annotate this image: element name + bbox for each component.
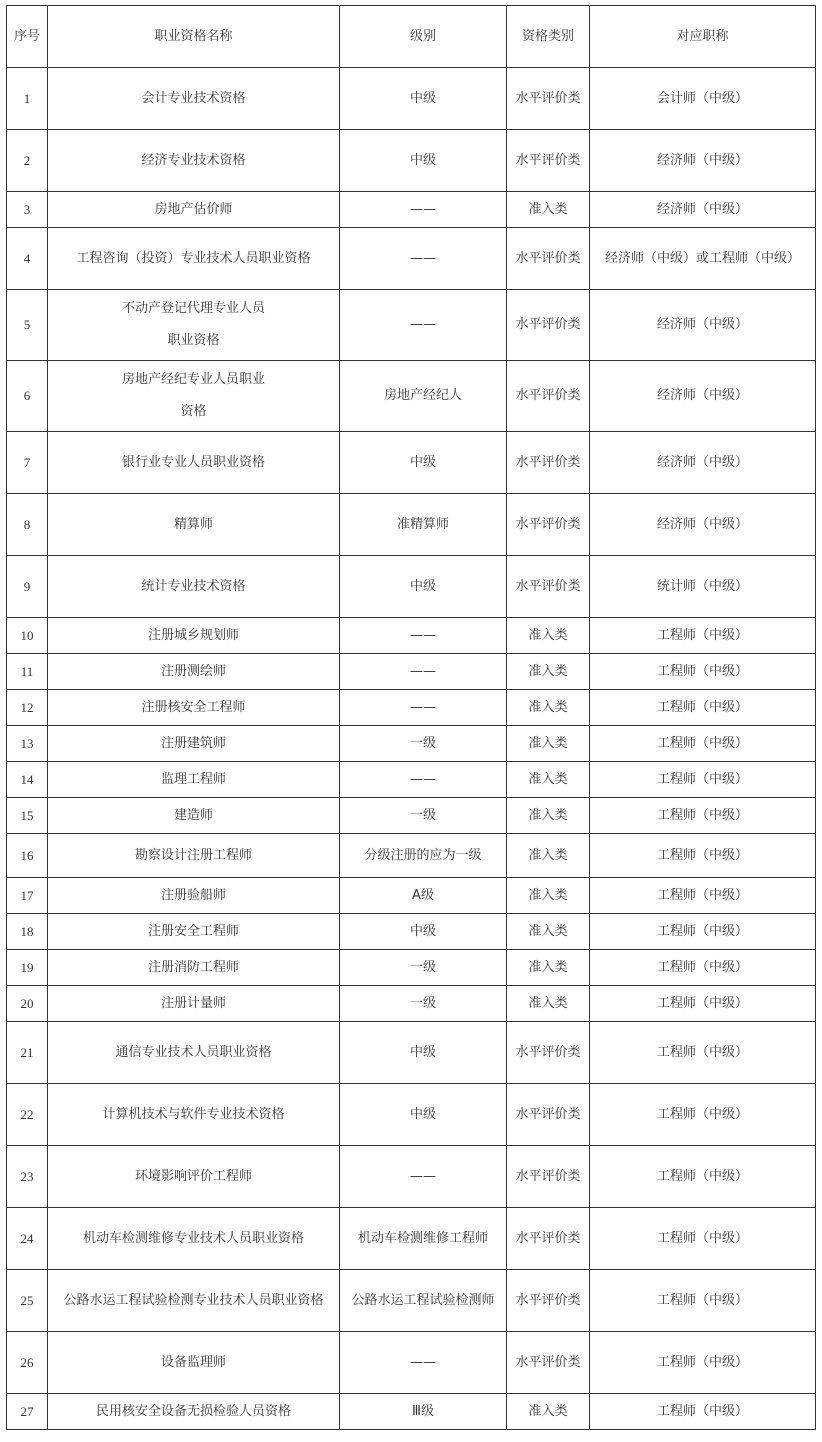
table-row (7, 798, 816, 834)
cell-index: 6 (7, 361, 48, 432)
cell-category: 水平评价类 (507, 432, 590, 494)
cell-level: 中级 (340, 1084, 507, 1146)
cell-category: 水平评价类 (507, 361, 590, 432)
table-row (7, 834, 816, 878)
cell-title: 工程师（中级） (590, 1022, 816, 1084)
cell-name-line2: 资格 (180, 404, 207, 419)
header-index: 序号 (7, 6, 48, 68)
cell-name: 注册核安全工程师 (48, 690, 340, 726)
cell-level: —— (340, 228, 507, 290)
cell-level: 中级 (340, 130, 507, 192)
table-row (7, 618, 816, 654)
cell-name-line1: 房地产经纪专业人员职业 (121, 372, 265, 387)
cell-title: 工程师（中级） (590, 762, 816, 798)
cell-category: 准入类 (507, 914, 590, 950)
cell-category: 水平评价类 (507, 1332, 590, 1394)
cell-level: —— (340, 1332, 507, 1394)
table-row (7, 1332, 816, 1394)
cell-category: 准入类 (507, 690, 590, 726)
cell-index: 5 (7, 290, 48, 361)
table-row (7, 556, 816, 618)
cell-category: 水平评价类 (507, 290, 590, 361)
cell-name: 注册计量师 (48, 986, 340, 1022)
cell-title: 工程师（中级） (590, 914, 816, 950)
cell-index: 27 (7, 1394, 48, 1430)
cell-name: 经济专业技术资格 (48, 130, 340, 192)
cell-level: 中级 (340, 914, 507, 950)
cell-name: 统计专业技术资格 (48, 556, 340, 618)
cell-name: 注册城乡规划师 (48, 618, 340, 654)
cell-title: 工程师（中级） (590, 1084, 816, 1146)
cell-level: —— (340, 618, 507, 654)
cell-title: 工程师（中级） (590, 878, 816, 914)
cell-name: 勘察设计注册工程师 (48, 834, 340, 878)
qualification-table (6, 5, 816, 1430)
cell-level: —— (340, 1146, 507, 1208)
cell-index: 14 (7, 762, 48, 798)
cell-name: 注册建筑师 (48, 726, 340, 762)
cell-name: 环境影响评价工程师 (48, 1146, 340, 1208)
cell-title: 工程师（中级） (590, 618, 816, 654)
table-row (7, 950, 816, 986)
cell-level: 一级 (340, 986, 507, 1022)
cell-level: 准精算师 (340, 494, 507, 556)
cell-index: 10 (7, 618, 48, 654)
cell-level: —— (340, 762, 507, 798)
table-row (7, 228, 816, 290)
cell-name: 会计专业技术资格 (48, 68, 340, 130)
table-row (7, 914, 816, 950)
cell-category: 水平评价类 (507, 228, 590, 290)
cell-name: 公路水运工程试验检测专业技术人员职业资格 (48, 1270, 340, 1332)
cell-index: 22 (7, 1084, 48, 1146)
cell-index: 15 (7, 798, 48, 834)
cell-index: 21 (7, 1022, 48, 1084)
cell-title: 工程师（中级） (590, 726, 816, 762)
cell-name: 通信专业技术人员职业资格 (48, 1022, 340, 1084)
table-row (7, 192, 816, 228)
cell-category: 水平评价类 (507, 1270, 590, 1332)
cell-category: 准入类 (507, 618, 590, 654)
cell-level: A级 (340, 878, 507, 914)
cell-index: 20 (7, 986, 48, 1022)
table-row (7, 762, 816, 798)
cell-category: 准入类 (507, 726, 590, 762)
table-header-row (7, 6, 816, 68)
cell-category: 准入类 (507, 192, 590, 228)
cell-index: 25 (7, 1270, 48, 1332)
cell-level: —— (340, 290, 507, 361)
cell-category: 准入类 (507, 878, 590, 914)
cell-title: 工程师（中级） (590, 1270, 816, 1332)
table-row (7, 654, 816, 690)
cell-index: 11 (7, 654, 48, 690)
cell-index: 3 (7, 192, 48, 228)
cell-name: 计算机技术与软件专业技术资格 (48, 1084, 340, 1146)
cell-category: 水平评价类 (507, 1208, 590, 1270)
cell-level: 一级 (340, 726, 507, 762)
cell-name: 监理工程师 (48, 762, 340, 798)
cell-category: 准入类 (507, 986, 590, 1022)
cell-index: 7 (7, 432, 48, 494)
table-row (7, 690, 816, 726)
table-row (7, 1022, 816, 1084)
cell-title: 经济师（中级） (590, 494, 816, 556)
cell-title: 工程师（中级） (590, 798, 816, 834)
header-category: 资格类别 (507, 6, 590, 68)
cell-level: 公路水运工程试验检测师 (340, 1270, 507, 1332)
table-row (7, 130, 816, 192)
cell-title: 经济师（中级） (590, 192, 816, 228)
cell-title: 经济师（中级）或工程师（中级） (590, 228, 816, 290)
cell-name: 工程咨询（投资）专业技术人员职业资格 (48, 228, 340, 290)
cell-index: 17 (7, 878, 48, 914)
cell-name: 设备监理师 (48, 1332, 340, 1394)
cell-name: 注册安全工程师 (48, 914, 340, 950)
cell-name: 银行业专业人员职业资格 (48, 432, 340, 494)
cell-index: 12 (7, 690, 48, 726)
cell-name: 房地产估价师 (48, 192, 340, 228)
cell-name (48, 290, 340, 361)
cell-index: 23 (7, 1146, 48, 1208)
cell-category: 准入类 (507, 950, 590, 986)
cell-name: 注册测绘师 (48, 654, 340, 690)
table-row (7, 878, 816, 914)
table-row (7, 1146, 816, 1208)
cell-name: 机动车检测维修专业技术人员职业资格 (48, 1208, 340, 1270)
cell-level: 中级 (340, 432, 507, 494)
table-row (7, 1208, 816, 1270)
cell-title: 经济师（中级） (590, 361, 816, 432)
cell-title: 工程师（中级） (590, 834, 816, 878)
cell-level: —— (340, 192, 507, 228)
cell-level: 中级 (340, 1022, 507, 1084)
cell-name: 建造师 (48, 798, 340, 834)
cell-level: Ⅲ级 (340, 1394, 507, 1430)
cell-category: 准入类 (507, 762, 590, 798)
cell-name: 民用核安全设备无损检验人员资格 (48, 1394, 340, 1430)
cell-level: 一级 (340, 950, 507, 986)
table-body (7, 68, 816, 1430)
cell-name: 精算师 (48, 494, 340, 556)
cell-name (48, 361, 340, 432)
cell-index: 2 (7, 130, 48, 192)
cell-category: 准入类 (507, 1394, 590, 1430)
cell-index: 13 (7, 726, 48, 762)
cell-category: 水平评价类 (507, 1084, 590, 1146)
cell-index: 4 (7, 228, 48, 290)
cell-title: 会计师（中级） (590, 68, 816, 130)
cell-title: 工程师（中级） (590, 1208, 816, 1270)
table-row (7, 986, 816, 1022)
cell-name: 注册消防工程师 (48, 950, 340, 986)
cell-name-line2: 职业资格 (167, 333, 220, 348)
cell-index: 24 (7, 1208, 48, 1270)
cell-category: 准入类 (507, 834, 590, 878)
cell-category: 水平评价类 (507, 68, 590, 130)
header-name: 职业资格名称 (48, 6, 340, 68)
cell-title: 工程师（中级） (590, 654, 816, 690)
cell-title: 工程师（中级） (590, 690, 816, 726)
cell-category: 水平评价类 (507, 130, 590, 192)
cell-category: 准入类 (507, 798, 590, 834)
cell-category: 水平评价类 (507, 1146, 590, 1208)
table-row (7, 432, 816, 494)
table-row (7, 1084, 816, 1146)
cell-category: 水平评价类 (507, 556, 590, 618)
cell-title: 工程师（中级） (590, 950, 816, 986)
cell-level: 中级 (340, 68, 507, 130)
cell-title: 工程师（中级） (590, 1332, 816, 1394)
cell-title: 工程师（中级） (590, 986, 816, 1022)
cell-index: 18 (7, 914, 48, 950)
cell-name: 注册验船师 (48, 878, 340, 914)
cell-title: 工程师（中级） (590, 1394, 816, 1430)
table-row (7, 726, 816, 762)
cell-category: 水平评价类 (507, 1022, 590, 1084)
cell-category: 准入类 (507, 654, 590, 690)
table-row (7, 361, 816, 432)
cell-title: 经济师（中级） (590, 290, 816, 361)
cell-level: —— (340, 690, 507, 726)
cell-title: 经济师（中级） (590, 130, 816, 192)
cell-title: 经济师（中级） (590, 432, 816, 494)
cell-level: 中级 (340, 556, 507, 618)
cell-index: 26 (7, 1332, 48, 1394)
cell-index: 1 (7, 68, 48, 130)
cell-level: 分级注册的应为一级 (340, 834, 507, 878)
cell-title: 工程师（中级） (590, 1146, 816, 1208)
cell-index: 19 (7, 950, 48, 986)
table-row (7, 290, 816, 361)
cell-index: 9 (7, 556, 48, 618)
cell-category: 水平评价类 (507, 494, 590, 556)
table-row (7, 1270, 816, 1332)
cell-index: 8 (7, 494, 48, 556)
table-row (7, 68, 816, 130)
qualification-table-container (6, 5, 815, 1430)
cell-level: 机动车检测维修工程师 (340, 1208, 507, 1270)
cell-title: 统计师（中级） (590, 556, 816, 618)
table-row (7, 1394, 816, 1430)
cell-level: 一级 (340, 798, 507, 834)
header-level: 级别 (340, 6, 507, 68)
cell-level: 房地产经纪人 (340, 361, 507, 432)
cell-level: —— (340, 654, 507, 690)
cell-name-line1: 不动产登记代理专业人员 (121, 301, 265, 316)
header-title: 对应职称 (590, 6, 816, 68)
cell-index: 16 (7, 834, 48, 878)
table-row (7, 494, 816, 556)
